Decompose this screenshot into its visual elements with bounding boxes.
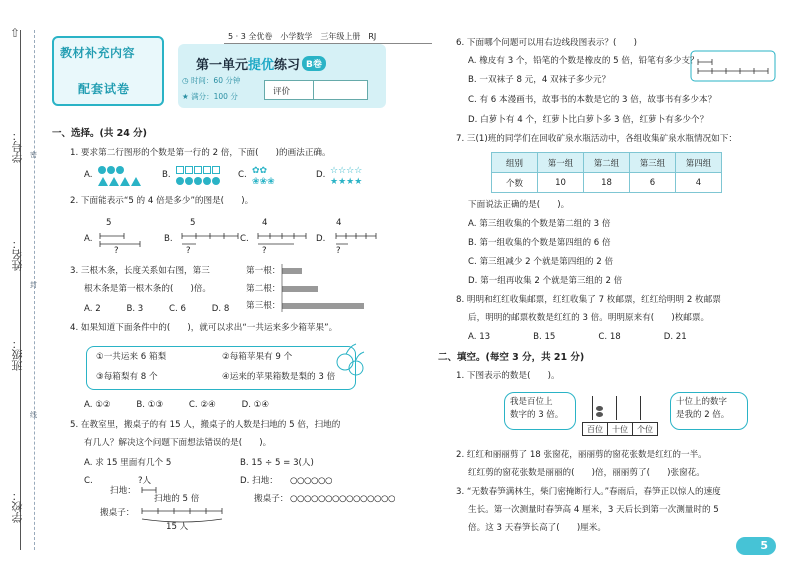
- section-2-heading: 二、填空。(每空 3 分，共 21 分): [438, 352, 585, 363]
- q7-ask: 下面说法正确的是( )。: [468, 200, 570, 210]
- q7-option-a: A. 第三组收集的个数是第二组的 3 倍: [468, 219, 611, 229]
- q5-c-figure: [140, 484, 230, 524]
- q2-d-question: ?: [336, 246, 341, 256]
- section-1-heading: 一、选择。(共 24 分): [52, 128, 148, 139]
- q1-a-figure: [98, 166, 158, 190]
- place-ones: 个位: [632, 422, 658, 436]
- q1-d-figure: ☆☆☆☆ ★★★★: [330, 166, 363, 187]
- evaluation-label: 评价: [273, 87, 291, 97]
- q2-c-question: ?: [262, 246, 267, 256]
- q3-line-2: 根木条是第一根木条的( )倍。: [84, 284, 212, 294]
- f1-left-bubble: 我是百位上 数字的 3 倍。: [504, 392, 576, 430]
- cut-word-3: 线: [30, 411, 37, 419]
- table-cell: 第一组: [538, 153, 584, 173]
- student-id-label: 学号：: [11, 130, 24, 163]
- q4-options: A. ①② B. ①③ C. ②④ D. ①④: [84, 400, 270, 410]
- q5-option-d: D. 扫地：: [240, 476, 278, 486]
- school-label: 学校：: [11, 490, 24, 523]
- cut-line: [34, 30, 35, 550]
- class-label: 班级：: [11, 338, 24, 371]
- table-cell: 组别: [492, 153, 538, 173]
- page-title: [196, 54, 326, 73]
- q5-option-b: B. 15 ÷ 5 = 3(人): [240, 458, 314, 468]
- title-part-1: 第一单元: [196, 58, 249, 73]
- q7-table: [491, 152, 722, 193]
- q6-option-b: B. 一双袜子 8 元，4 双袜子多少元？: [468, 75, 611, 85]
- q7-option-d: D. 第一组再收集 2 个就是第三组的 2 倍: [468, 276, 623, 286]
- q4-text: 4. 如果知道下面条件中的( )，就可以求出“一共运来多少箱苹果”。: [70, 323, 338, 333]
- q2-c-number: 4: [262, 218, 268, 228]
- table-cell: 4: [676, 173, 722, 193]
- table-cell: 10: [538, 173, 584, 193]
- q5-d-dots-1: ○○○○○○: [290, 476, 332, 486]
- binding-line: [20, 30, 21, 550]
- q5-c-sweep-question: ?人: [138, 476, 152, 486]
- q8-line-1: 8. 明明和红红收集邮票，红红收集了 7 枚邮票，红红给明明 2 枚邮票: [456, 295, 721, 305]
- table-cell: 个数: [492, 173, 538, 193]
- q5-c-sweep-label: 扫地：: [110, 486, 136, 496]
- f3-line-1: 3. “无数春笋满林生，柴门密掩断行人。”春雨后，春笋正以惊人的速度: [456, 487, 721, 497]
- f3-line-2: 生长。第一次测量时春笋高 4 厘米，3 天后长到第一次测量时的 5: [468, 505, 719, 515]
- q2-a-number: 5: [106, 218, 112, 228]
- q4-condition-3: ③每箱梨有 8 个: [96, 372, 158, 382]
- q6-option-d: D. 白萝卜有 4 个，红萝卜比白萝卜多 3 倍，红萝卜有多少个？: [468, 115, 709, 125]
- q6-text: 6. 下面哪个问题可以用右边线段图表示？( ): [456, 38, 637, 48]
- cut-word-1: 密: [30, 151, 37, 159]
- q1-text: 1. 要求第二行图形的个数是第一行的 2 倍，下面( )的画法正确。: [70, 148, 331, 158]
- table-cell: 第四组: [676, 153, 722, 173]
- q3-label-1: 第一根：: [246, 266, 281, 276]
- q6-option-a: A. 橡皮有 3 个，铅笔的个数是橡皮的 5 倍，铅笔有多少支？: [468, 56, 699, 66]
- q5-option-c: C.: [84, 476, 93, 486]
- q6-option-c: C. 有 6 本漫画书，故事书的本数是它的 3 倍，故事书有多少本？: [468, 95, 717, 105]
- q4-condition-2: ②每箱苹果有 9 个: [222, 352, 293, 362]
- table-cell: 第二组: [584, 153, 630, 173]
- apple-icon: [332, 340, 368, 380]
- q1-option-d: D. ☆☆☆☆ ★★★★: [316, 170, 325, 180]
- q5-d-dots-2: ○○○○○○○○○○○○○○○: [290, 494, 395, 504]
- q2-option-b: B.: [164, 234, 173, 244]
- score-text: 满分：100 分: [191, 92, 238, 101]
- score-info: [182, 92, 238, 101]
- q1-option-a: A.: [84, 170, 92, 180]
- q2-text: 2. 下面能表示“5 的 4 倍是多少”的图是( )。: [70, 196, 254, 206]
- series-line: 5 · 3 全优卷 小学数学 三年级上册 RJ: [228, 32, 377, 41]
- q7-text: 7. 三(1)班的同学们在回收矿泉水瓶活动中，各组收集矿泉水瓶情况如下：: [456, 134, 737, 144]
- f2-line-2: 红红剪的窗花张数是丽丽的( )倍，丽丽剪了( )张窗花。: [468, 468, 705, 478]
- f1-text: 1. 下图表示的数是( )。: [456, 371, 560, 381]
- q5-c-total: 15 人: [166, 522, 189, 532]
- q1-b-figure: [176, 166, 236, 189]
- q5-c-times-label: 扫地的 5 倍: [154, 494, 200, 504]
- q2-b-number: 5: [190, 218, 196, 228]
- table-cell: 18: [584, 173, 630, 193]
- q2-option-c: C.: [240, 234, 249, 244]
- f1-right-bubble: 十位上的数字 是我的 2 倍。: [670, 392, 748, 430]
- q2-a-question: ?: [114, 246, 119, 256]
- f2-line-1: 2. 红红和丽丽剪了 18 张窗花，丽丽剪的窗花张数是红红的一半。: [456, 450, 707, 460]
- name-label: 姓名：: [11, 238, 24, 271]
- table-row: [492, 173, 722, 193]
- q1-option-c: C. ✿✿ ❀❀❀: [238, 170, 247, 180]
- cut-word-2: 封: [30, 281, 37, 289]
- logo-box: [52, 36, 164, 106]
- q2-d-number: 4: [336, 218, 342, 228]
- clock-icon: ◷: [182, 76, 189, 85]
- q2-option-a: A.: [84, 234, 93, 244]
- f3-line-3: 倍。这 3 天春笋长高了( )厘米。: [468, 523, 606, 533]
- q8-line-2: 后，明明的邮票枚数是红红的 3 倍。明明原来有( )枚邮票。: [468, 313, 710, 323]
- q4-condition-1: ①一共运来 6 箱梨: [96, 352, 167, 362]
- q5-line-2: 有几人？解决这个问题下面想法错误的是( )。: [84, 438, 272, 448]
- title-badge: B卷: [302, 56, 326, 71]
- table-row: [492, 153, 722, 173]
- q3-label-2: 第二根：: [246, 284, 281, 294]
- logo-top-text: 教材补充内容: [60, 46, 136, 60]
- place-tens: 十位: [607, 422, 633, 436]
- logo-bottom-text: 配套试卷: [78, 82, 131, 96]
- rocket-icon: ⇧: [10, 26, 21, 40]
- q6-line-figure: [690, 50, 776, 82]
- page-number: 5: [736, 537, 776, 555]
- q2-b-question: ?: [186, 246, 191, 256]
- q1-c-figure: ✿✿ ❀❀❀: [252, 166, 275, 187]
- q7-option-b: B. 第一组收集的个数是第四组的 6 倍: [468, 238, 611, 248]
- table-cell: 6: [630, 173, 676, 193]
- time-info: [182, 76, 240, 85]
- title-part-2: 提优: [248, 58, 275, 73]
- q3-line-1: 3. 三根木条，长度关系如右图，第三: [70, 266, 210, 276]
- q1-option-b: B.: [162, 170, 171, 180]
- q5-line-1: 5. 在教室里，搬桌子的有 15 人，搬桌子的人数是扫地的 5 倍，扫地的: [70, 420, 341, 430]
- q5-c-desk-label: 搬桌子：: [100, 508, 135, 518]
- star-icon: ★: [182, 92, 189, 101]
- q4-condition-4: ④运来的苹果箱数是梨的 3 倍: [222, 372, 336, 382]
- time-text: 时间：60 分钟: [190, 76, 241, 85]
- table-cell: 第三组: [630, 153, 676, 173]
- evaluation-box[interactable]: [264, 80, 368, 100]
- place-hundreds: 百位: [582, 422, 608, 436]
- q5-option-a: A. 求 15 里面有几个 5: [84, 458, 172, 468]
- q8-options: A. 13 B. 15 C. 18 D. 21: [468, 332, 687, 342]
- q3-options: A. 2 B. 3 C. 6 D. 8: [84, 304, 230, 314]
- q3-bars: [280, 264, 372, 314]
- q2-option-d: D.: [316, 234, 326, 244]
- q3-label-3: 第三根：: [246, 301, 281, 311]
- title-part-3: 练习: [274, 58, 301, 73]
- q7-option-c: C. 第三组减少 2 个就是第四组的 2 倍: [468, 257, 614, 267]
- q5-d-desk-label: 搬桌子：: [254, 494, 289, 504]
